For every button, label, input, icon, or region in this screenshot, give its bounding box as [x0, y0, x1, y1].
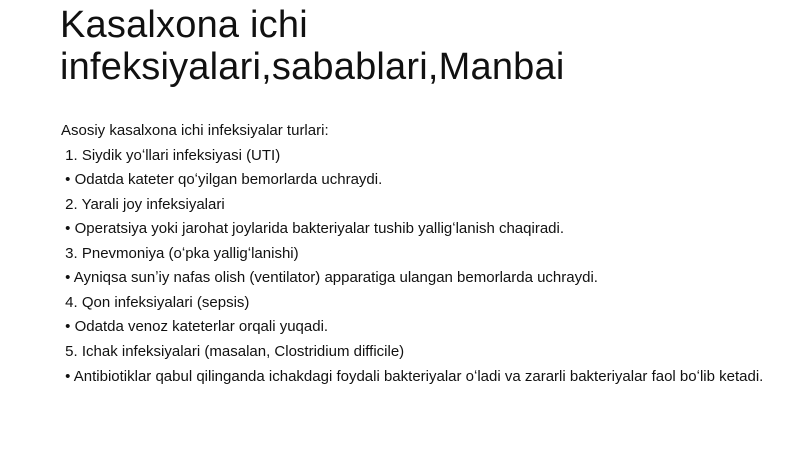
list-item-2-heading: 2. Yarali joy infeksiyalari — [61, 195, 225, 213]
list-item-1-heading: 1. Siydik yoʻllari infeksiyasi (UTI) — [61, 146, 281, 164]
list-item-4-heading: 4. Qon infeksiyalari (sepsis) — [61, 293, 250, 311]
list-item-2-bullet: • Operatsiya yoki jarohat joylarida bakteriyalar tushib yalligʻlanish chaqiradi. — [61, 220, 565, 237]
slide-body — [61, 119, 771, 385]
slide-title: Kasalxona ichi infeksiyalari,sabablari,Manbai — [60, 4, 565, 88]
list-item-3-bullet: • Ayniqsa sunʼiy nafas olish (ventilator) apparatiga ulangan bemorlarda uchraydi. — [61, 269, 598, 286]
list-item-5-heading: 5. Ichak infeksiyalari (masalan, Clostridium difficile) — [61, 342, 405, 360]
list-item-3-heading: 3. Pnevmoniya (oʻpka yalligʻlanishi) — [61, 244, 299, 262]
list-item-1-bullet: • Odatda kateter qoʻyilgan bemorlarda uchraydi. — [61, 171, 383, 188]
list-item-4-bullet: • Odatda venoz kateterlar orqali yuqadi. — [61, 318, 329, 335]
list-item-5-bullet: • Antibiotiklar qabul qilinganda ichakdagi foydali bakteriyalar oʻladi va zararli bakteriyalar faol boʻlib ketadi. — [61, 368, 764, 385]
intro-line: Asosiy kasalxona ichi infeksiyalar turlari: — [61, 122, 329, 139]
